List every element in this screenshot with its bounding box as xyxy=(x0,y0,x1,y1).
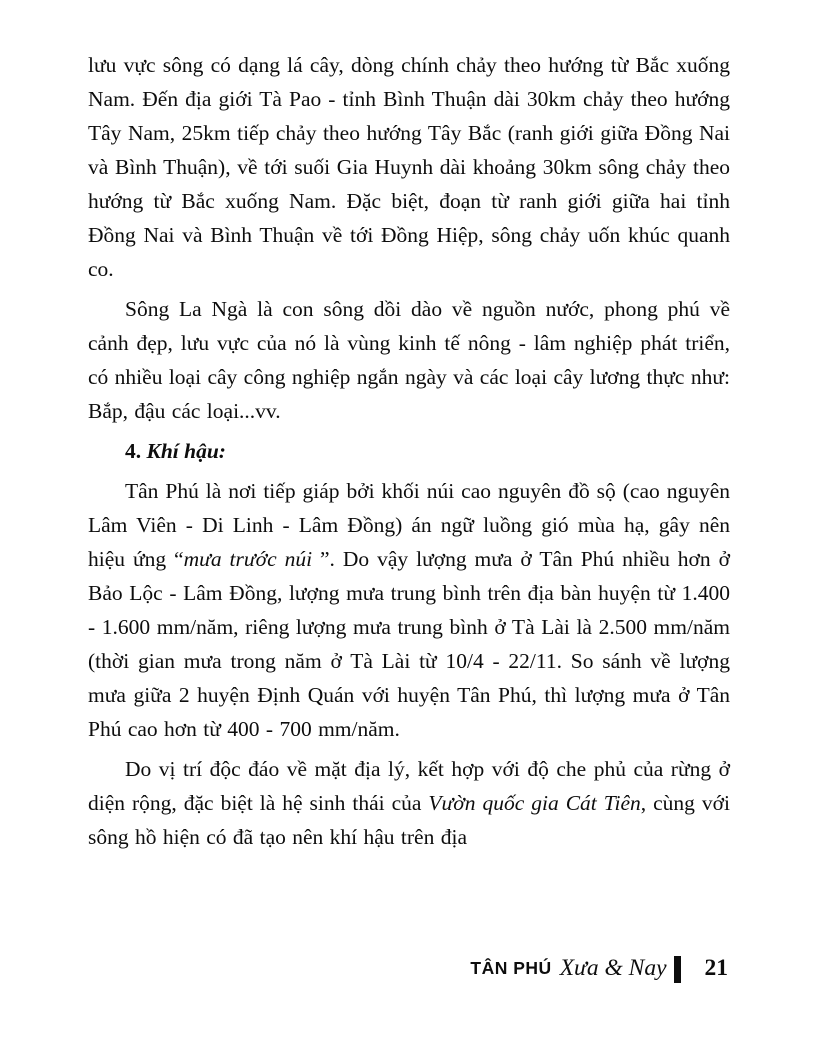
paragraph xyxy=(88,48,730,286)
paragraph xyxy=(88,752,730,854)
footer-book-title: TÂN PHÚ xyxy=(470,958,552,978)
page-number: 21 xyxy=(704,955,728,981)
footer-book-subtitle: Xưa & Nay xyxy=(559,955,667,981)
section-heading-title: Khí hậu: xyxy=(146,439,226,463)
paragraph-text: Sông La Ngà là con sông dồi dào về nguồn nước, phong phú về cảnh đẹp, lưu vực của nó là vùng kinh tế nông - lâm nghiệp phát triển, có nhiều loại cây công nghiệp ngắn ngày và các loại cây lương thực như: Bắp, đậu các loại...vv. xyxy=(88,297,730,423)
paragraph-text: Tân Phú là nơi tiếp giáp bởi khối núi cao nguyên đồ sộ (cao nguyên Lâm Viên - Di Linh - Lâm Đồng) án ngữ luồng gió mùa hạ, gây nên hiệu ứng “ xyxy=(88,479,730,571)
paragraph-text: Do vị trí độc đáo về mặt địa lý, kết hợp với độ che phủ của rừng ở diện rộng, đặc biệt là hệ sinh thái của xyxy=(88,757,730,815)
paragraph-text: , cùng với sông hồ hiện có đã tạo nên khí hậu trên địa xyxy=(88,791,730,849)
section-heading xyxy=(88,434,730,468)
paragraph-text: lưu vực sông có dạng lá cây, dòng chính chảy theo hướng từ Bắc xuống Nam. Đến địa giới Tà Pao - tỉnh Bình Thuận dài 30km chảy theo hướng Tây Nam, 25km tiếp chảy theo hướng Tây Bắc (ranh giới giữa Đồng Nai và Bình Thuận), về tới suối Gia Huynh dài khoảng 30km sông chảy theo hướng từ Bắc xuống Nam. Đặc biệt, đoạn từ ranh giới giữa hai tỉnh Đồng Nai và Bình Thuận về tới Đồng Hiệp, sông chảy uốn khúc quanh co. xyxy=(88,53,730,281)
paragraph-text-italic: Vườn quốc gia Cát Tiên xyxy=(428,791,641,815)
paragraph-text-italic: mưa trước núi xyxy=(183,547,321,571)
running-footer xyxy=(470,955,728,982)
paragraph xyxy=(88,292,730,428)
footer-separator-bar xyxy=(674,956,681,983)
paragraph-text: ”. Do vậy lượng mưa ở Tân Phú nhiều hơn ở Bảo Lộc - Lâm Đồng, lượng mưa trung bình trên địa bàn huyện từ 1.400 - 1.600 mm/năm, riêng lượng mưa trung bình ở Tà Lài là 2.500 mm/năm (thời gian mưa trong năm ở Tà Lài từ 10/4 - 22/11. So sánh về lượng mưa giữa 2 huyện Định Quán với huyện Tân Phú, thì lượng mưa ở Tân Phú cao hơn từ 400 - 700 mm/năm. xyxy=(88,547,730,741)
section-heading-number: 4. xyxy=(125,439,147,463)
paragraph xyxy=(88,474,730,746)
page-body-text xyxy=(88,48,730,860)
